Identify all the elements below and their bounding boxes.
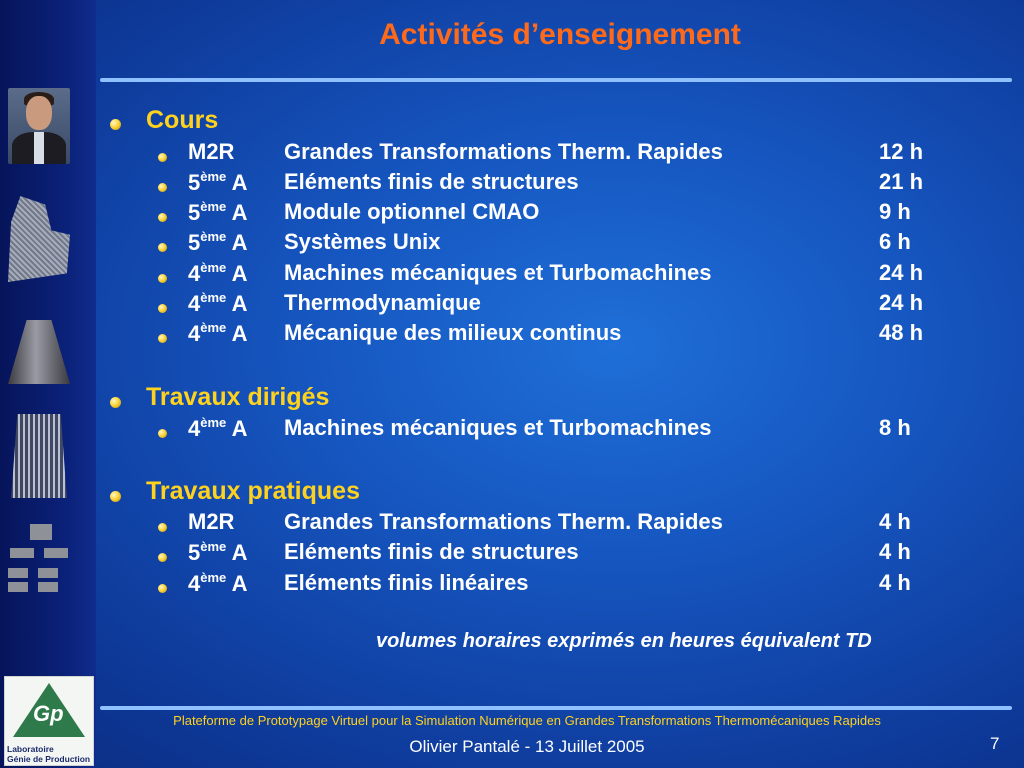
course-name: Grandes Transformations Therm. Rapides [284, 139, 723, 164]
course-name: Mécanique des milieux continus [284, 320, 622, 345]
course-name: Eléments finis linéaires [284, 570, 529, 595]
course-hours: 24 h [879, 260, 924, 285]
flowchart-diagram-image [8, 522, 70, 594]
hours-note: volumes horaires exprimés en heures équivalent TD [376, 630, 872, 652]
course-name: Machines mécaniques et Turbomachines [284, 415, 712, 440]
footer-author-date: Olivier Pantalé - 13 Juillet 2005 [409, 737, 645, 756]
section-bullet-icon [110, 119, 121, 130]
row-bullet-icon [158, 243, 167, 252]
page-number: 7 [990, 734, 1000, 753]
level-label: 5ème A [188, 539, 248, 565]
row-bullet-icon [158, 153, 167, 162]
footer-platform: Plateforme de Prototypage Virtuel pour la Simulation Numérique en Grandes Transformations Thermomécaniques Rapides [173, 713, 881, 728]
row-bullet-icon [158, 429, 167, 438]
course-hours: 48 h [879, 320, 924, 345]
level-label: 4ème A [188, 415, 248, 441]
cylinder-mesh-image [8, 414, 70, 498]
section-bullet-icon [110, 491, 121, 502]
course-name: Module optionnel CMAO [284, 199, 540, 224]
row-bullet-icon [158, 584, 167, 593]
logo-initials: Gp [33, 701, 64, 726]
level-label: M2R [188, 509, 235, 534]
section-bullet-icon [110, 397, 121, 408]
row-bullet-icon [158, 183, 167, 192]
level-label: 5ème A [188, 229, 248, 255]
left-sidebar [0, 0, 96, 768]
course-name: Machines mécaniques et Turbomachines [284, 260, 712, 285]
mesh-model-image [8, 196, 70, 282]
top-divider [100, 78, 1012, 82]
course-hours: 8 h [879, 415, 911, 440]
course-hours: 12 h [879, 139, 924, 164]
course-hours: 24 h [879, 290, 924, 315]
level-label: 4ème A [188, 570, 248, 596]
level-label: 4ème A [188, 260, 248, 286]
row-bullet-icon [158, 213, 167, 222]
section-title-cours: Cours [146, 106, 219, 134]
lab-logo [4, 676, 94, 766]
course-hours: 21 h [879, 169, 924, 194]
bottom-divider [100, 706, 1012, 710]
row-bullet-icon [158, 553, 167, 562]
course-hours: 6 h [879, 229, 911, 254]
course-name: Eléments finis de structures [284, 539, 579, 564]
course-hours: 9 h [879, 199, 911, 224]
slide-title: Activités d’enseignement [379, 18, 741, 51]
course-name: Eléments finis de structures [284, 169, 579, 194]
section-title-td: Travaux dirigés [146, 383, 330, 411]
course-name: Systèmes Unix [284, 229, 441, 254]
row-bullet-icon [158, 304, 167, 313]
course-hours: 4 h [879, 570, 911, 595]
course-name: Grandes Transformations Therm. Rapides [284, 509, 723, 534]
level-label: 4ème A [188, 290, 248, 316]
level-label: 5ème A [188, 199, 248, 225]
level-label: 4ème A [188, 320, 248, 346]
level-label: M2R [188, 139, 235, 164]
section-title-tp: Travaux pratiques [146, 477, 360, 505]
row-bullet-icon [158, 274, 167, 283]
portrait-photo [8, 88, 70, 164]
logo-text: Laboratoire Génie de Production [7, 744, 91, 764]
cone-mesh-image [8, 320, 70, 384]
level-label: 5ème A [188, 169, 248, 195]
course-hours: 4 h [879, 509, 911, 534]
course-name: Thermodynamique [284, 290, 481, 315]
course-hours: 4 h [879, 539, 911, 564]
row-bullet-icon [158, 523, 167, 532]
row-bullet-icon [158, 334, 167, 343]
